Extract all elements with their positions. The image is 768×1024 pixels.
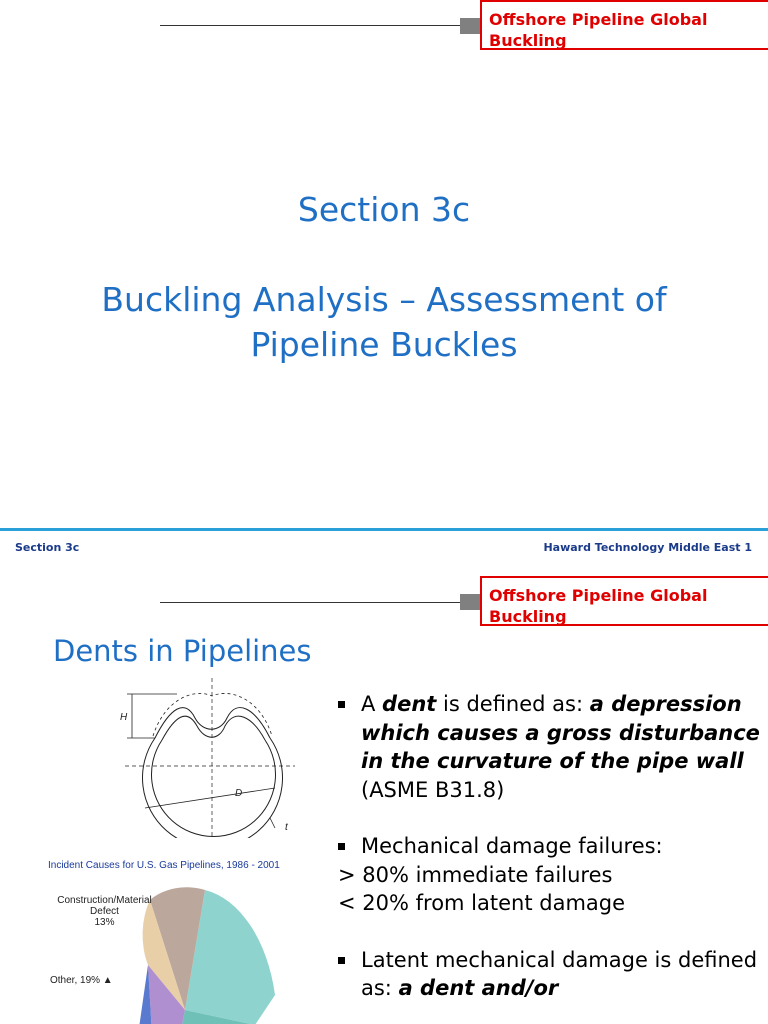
header-rule [160,25,460,26]
pie-label-construction-line1: Construction/Material [57,895,152,906]
bullet1-reference: (ASME B31.8) [361,777,505,802]
bullet1-prefix: A [361,692,383,716]
bullet-mechanical-damage [338,832,763,918]
pie-label-other: Other, 19% ▲ [50,975,113,986]
bullet3-definition: a dent and/or [398,976,559,1000]
bullet-latent-damage [338,946,763,1003]
bullet1-definition: a depression which causes a gross disturbance in the curvature of the pipe wall [361,692,760,773]
footer-company-page: Haward Technology Middle East 1 [543,541,752,554]
header-square [460,18,480,34]
pie-label-construction [52,895,157,928]
pie-label-construction-line2: Defect [90,906,119,917]
dents-slide [0,560,768,1024]
main-title-line-2: Pipeline Buckles [250,325,518,364]
slide-title: Dents in Pipelines [53,634,312,668]
bullet2-line1: > 80% immediate failures [338,862,613,887]
bullet-dent-definition [338,690,763,804]
bullet2-title: Mechanical damage failures: [361,834,663,858]
pie-label-other-text: Other, 19% [50,975,101,986]
bullet1-mid: is defined as: [436,692,590,716]
dent-height-label: H [120,712,128,723]
footer-section-label: Section 3c [15,541,80,554]
bullet2-line2: < 20% from latent damage [338,891,626,915]
header-title-box [480,576,768,626]
header-rule [160,602,460,603]
section-title: Section 3c [297,190,471,229]
bullet3-prefix: Latent mechanical damage is defined as: [361,947,758,1000]
diameter-label: D [235,788,243,799]
wall-thickness-label: t [285,822,288,833]
bullet-list [338,690,763,1024]
chart-title: Incident Causes for U.S. Gas Pipelines, 1986 - 2001 [48,860,280,871]
main-title [0,277,768,367]
header-title: Offshore Pipeline Global Buckling [489,10,708,50]
header-square [460,594,480,610]
header-title-box [480,0,768,50]
bullet1-term: dent [382,692,437,716]
dent-diagram [115,678,295,838]
pie-chart [40,875,300,1024]
header-title: Offshore Pipeline Global Buckling [489,586,708,626]
footer-rule [0,528,768,531]
main-title-line-1: Buckling Analysis – Assessment of [101,280,667,319]
pie-label-construction-value: 13% [94,917,115,928]
